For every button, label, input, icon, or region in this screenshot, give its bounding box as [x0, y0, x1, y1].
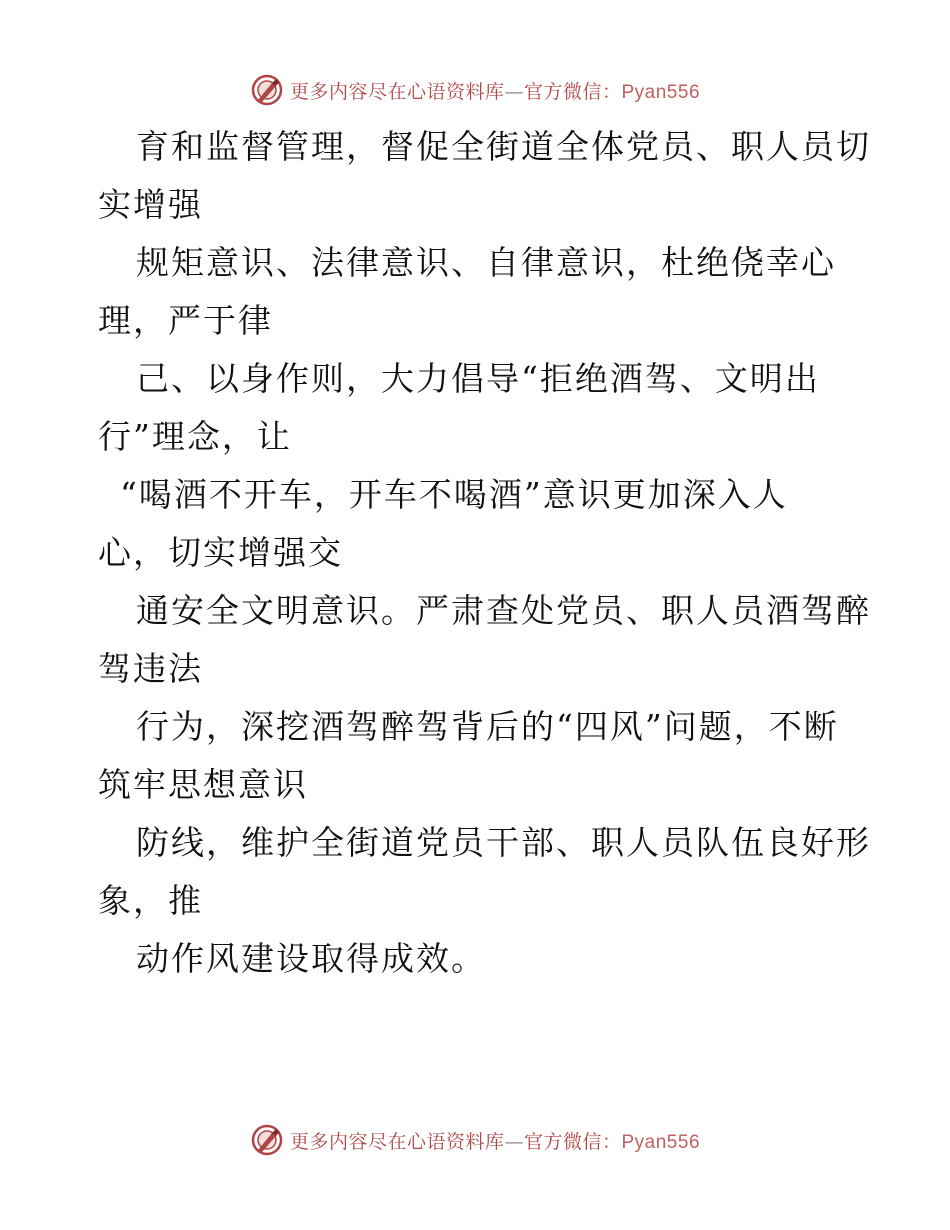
body-line: 理，严于律	[98, 301, 273, 340]
watermark-main: 更多内容尽在心语资料库	[289, 1130, 505, 1153]
body-line: 象，推	[98, 881, 203, 920]
body-line: 驾违法	[98, 649, 203, 688]
watermark-wechat-id: Pyan556	[621, 1131, 701, 1153]
body-line: 己、以身作则，大力倡导“拒绝酒驾、文明出	[136, 359, 820, 398]
pen-logo-icon	[250, 73, 284, 107]
body-line: 通安全文明意识。严肃查处党员、职人员酒驾醉	[136, 591, 871, 630]
watermark-text	[290, 77, 700, 104]
pen-logo-icon	[250, 1123, 284, 1157]
body-line: “喝酒不开车，开车不喝酒”意识更加深入人	[120, 475, 788, 514]
watermark-text	[290, 1127, 700, 1154]
body-line: 防线，维护全街道党员干部、职人员队伍良好形	[136, 823, 871, 862]
watermark-separator: —	[504, 80, 524, 103]
watermark-wechat-label: 官方微信：	[523, 1130, 622, 1153]
watermark-separator: —	[504, 1130, 524, 1153]
body-line: 行”理念，让	[98, 417, 292, 456]
body-line: 筑牢思想意识	[98, 765, 308, 804]
watermark-wechat-id: Pyan556	[621, 81, 701, 103]
body-line: 心，切实增强交	[98, 533, 343, 572]
body-line: 动作风建设取得成效。	[136, 939, 486, 978]
footer-watermark	[0, 1120, 950, 1160]
watermark-main: 更多内容尽在心语资料库	[289, 80, 505, 103]
document-body	[98, 118, 871, 988]
body-line: 实增强	[98, 185, 203, 224]
body-line: 行为，深挖酒驾醉驾背后的“四风”问题，不断	[136, 707, 839, 746]
body-line: 育和监督管理，督促全街道全体党员、职人员切	[136, 127, 871, 166]
watermark-wechat-label: 官方微信：	[523, 80, 622, 103]
body-line: 规矩意识、法律意识、自律意识，杜绝侥幸心	[136, 243, 836, 282]
header-watermark	[0, 70, 950, 110]
